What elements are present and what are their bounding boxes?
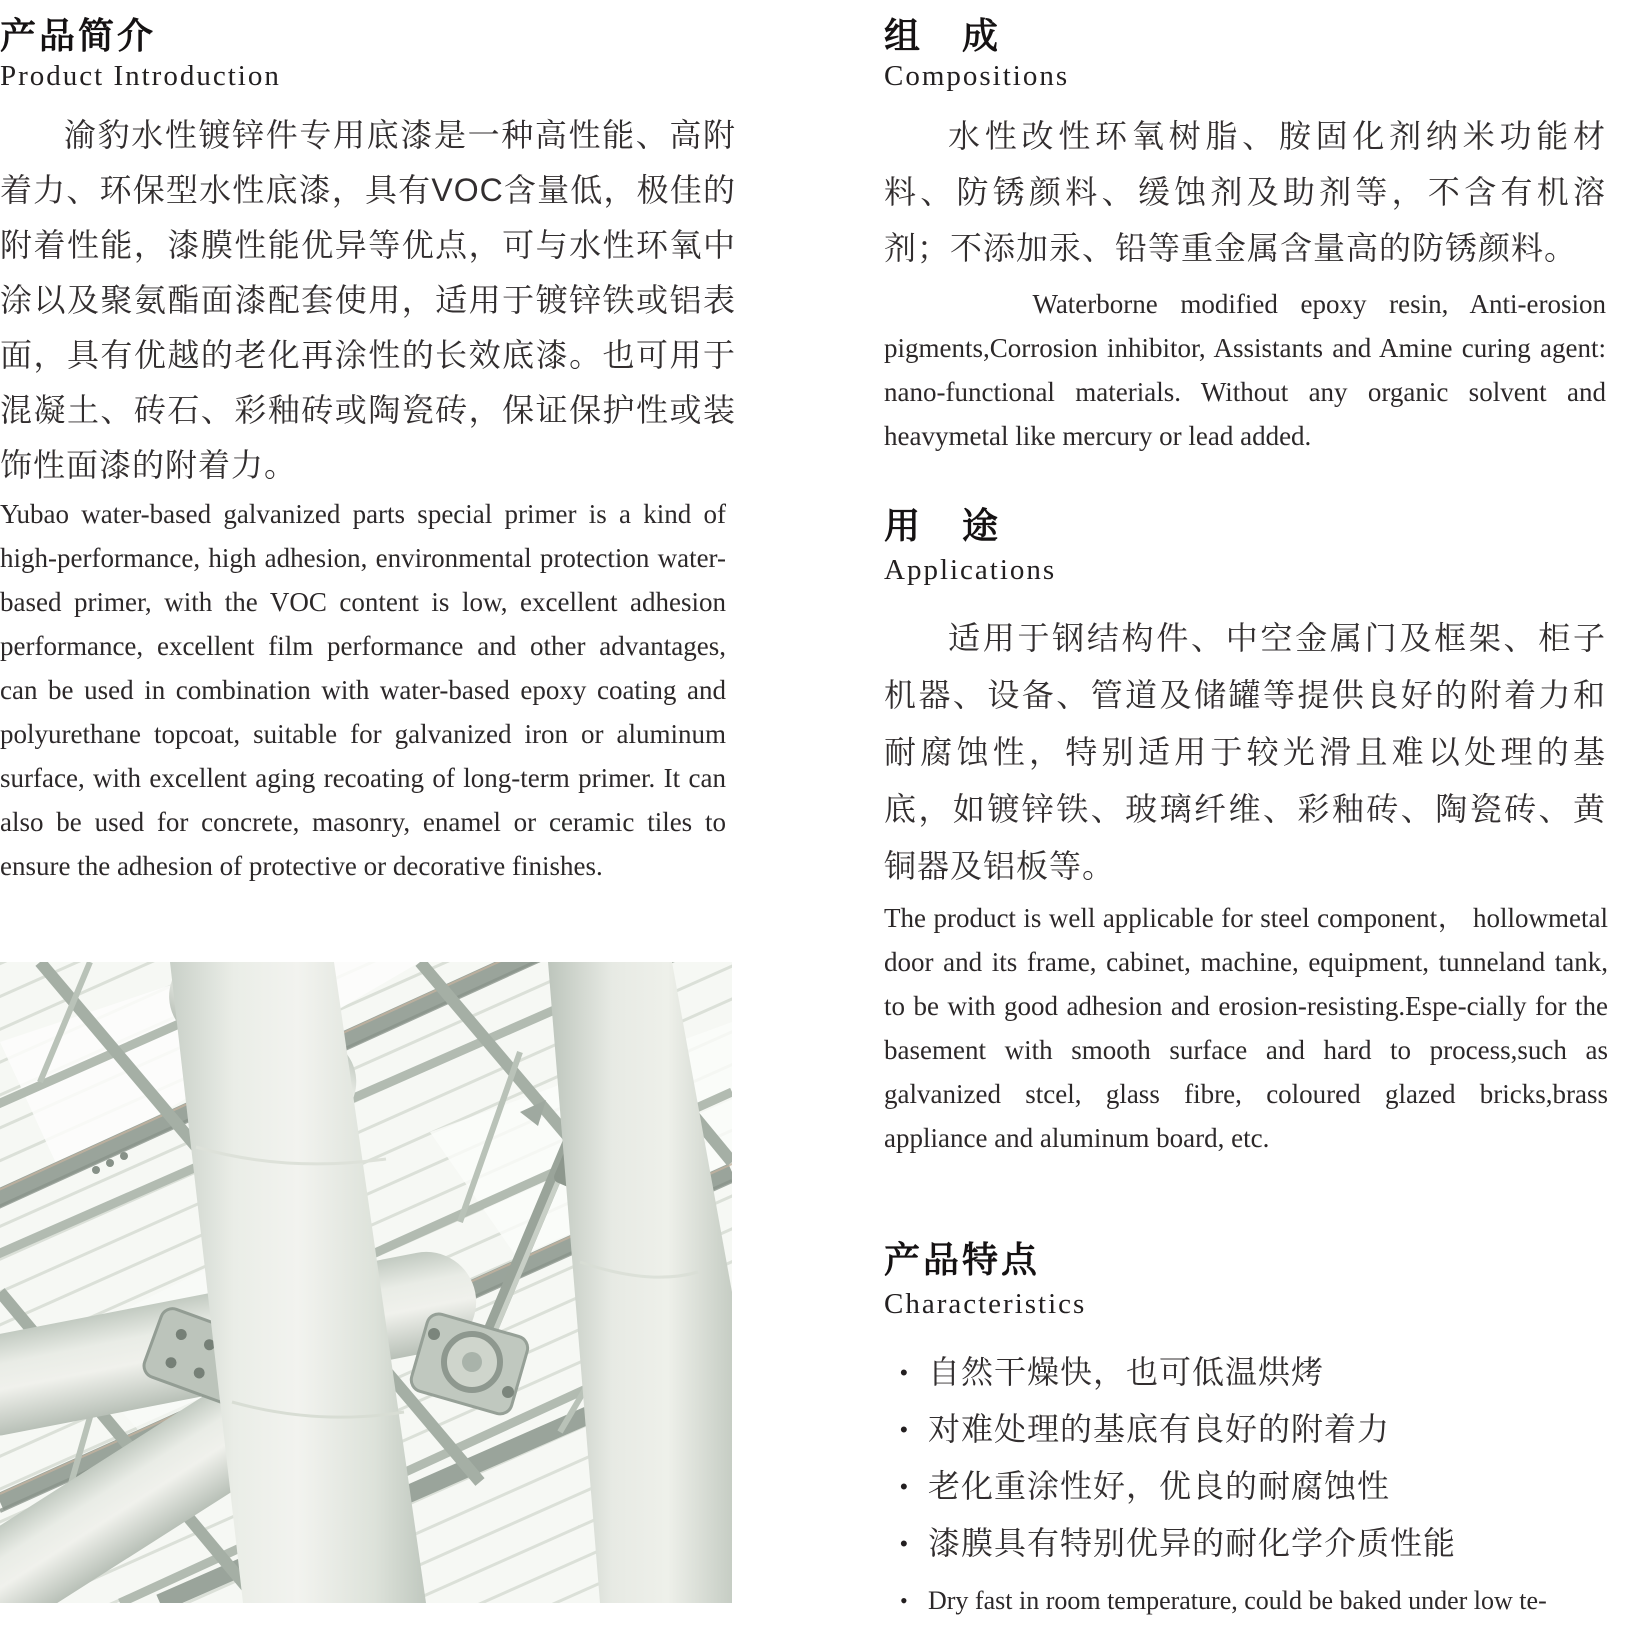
characteristic-text: Dry fast in room temperature, could be baked under low te- xyxy=(928,1586,1547,1615)
intro-heading-cn: 产品简介 xyxy=(0,15,157,56)
characteristics-heading-en: Characteristics xyxy=(884,1288,1087,1320)
characteristic-text: 自然干燥快，也可低温烘烤 xyxy=(928,1354,1325,1390)
characteristic-item xyxy=(884,1344,1633,1401)
characteristics-heading-cn: 产品特点 xyxy=(884,1239,1041,1280)
characteristic-item xyxy=(884,1515,1633,1572)
applications-heading-en: Applications xyxy=(884,554,1057,586)
bullet-icon: • xyxy=(900,1417,909,1442)
bullet-icon: • xyxy=(900,1474,909,1499)
steel-structure-photo xyxy=(0,962,732,1603)
characteristics-list xyxy=(884,1344,1633,1629)
bullet-icon: • xyxy=(900,1360,909,1385)
characteristic-text: 漆膜具有特别优异的耐化学介质性能 xyxy=(928,1525,1457,1561)
compositions-body-cn: 水性改性环氧树脂、胺固化剂纳米功能材料、防锈颜料、缓蚀剂及助剂等，不含有机溶剂；不添加汞、铅等重金属含量高的防锈颜料。 xyxy=(884,118,1606,266)
characteristic-text: 对难处理的基底有良好的附着力 xyxy=(928,1411,1391,1447)
applications-body-cn: 适用于钢结构件、中空金属门及框架、柜子机器、设备、管道及储罐等提供良好的附着力和耐腐蚀性，特别适用于较光滑且难以处理的基底，如镀锌铁、玻璃纤维、彩釉砖、陶瓷砖、黄铜器及铝板等。 xyxy=(884,620,1606,884)
applications-body-en: The product is well applicable for steel component， hollowmetal door and its frame, cabinet, machine, equipment, tunneland tank, to be with good adhesion and erosion-resisting.Espe-cially for the basement with smooth surface and hard to process,such as galvanized stcel, glass fibre, coloured glazed bricks,brass appliance and aluminum board, etc. xyxy=(884,903,1608,1153)
intro-body-cn: 渝豹水性镀锌件专用底漆是一种高性能、高附着力、环保型水性底漆，具有VOC含量低，极佳的附着性能，漆膜性能优异等优点，可与水性环氧中涂以及聚氨酯面漆配套使用，适用于镀锌铁或铝表面，具有优越的老化再涂性的长效底漆。也可用于混凝土、砖石、彩釉砖或陶瓷砖，保证保护性或装饰性面漆的附着力。 xyxy=(0,117,736,483)
intro-heading-en: Product Introduction xyxy=(0,60,281,92)
characteristic-item xyxy=(884,1572,1633,1629)
characteristic-item xyxy=(884,1401,1633,1458)
characteristic-text: 老化重涂性好，优良的耐腐蚀性 xyxy=(928,1468,1391,1504)
characteristic-item xyxy=(884,1458,1633,1515)
bullet-icon: • xyxy=(900,1531,909,1556)
compositions-body-en: Waterborne modified epoxy resin, Anti-erosion pigments,Corrosion inhibitor, Assistants and Amine curing agent: nano-functional materials. Without any organic solvent and heavymetal like mercury or lead added. xyxy=(884,289,1606,451)
compositions-heading-cn: 组 成 xyxy=(884,15,1002,56)
bullet-icon: • xyxy=(900,1588,908,1613)
compositions-heading-en: Compositions xyxy=(884,60,1070,92)
applications-heading-cn: 用 途 xyxy=(884,505,1002,546)
steel-structure-photo-svg xyxy=(0,962,732,1603)
intro-body-en: Yubao water-based galvanized parts special primer is a kind of high-performance, high adhesion, environmental protection water-based primer, with the VOC content is low, excellent adhesion performance, excellent film performance and other advantages, can be used in combination with water-based epoxy coating and polyurethane topcoat, suitable for galvanized iron or aluminum surface, with excellent aging recoating of long-term primer. It can also be used for concrete, masonry, enamel or ceramic tiles to ensure the adhesion of protective or decorative finishes. xyxy=(0,499,726,881)
